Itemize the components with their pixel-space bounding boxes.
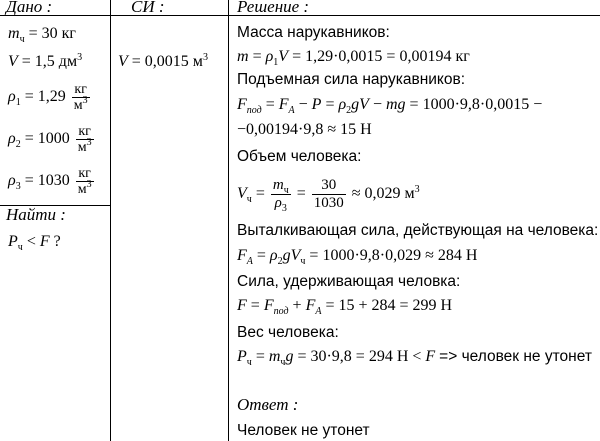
holding-force-equation: $F = F_{под} + F_A = 15 + 284 = 299$ Н xyxy=(237,297,453,317)
find-question: $P_ч < F$ ? xyxy=(8,233,61,253)
given-rho1: $\rho_1 = 1,29$ $\frac{кг}{м^3}$ xyxy=(8,82,88,113)
volume-fraction-numeric: $\frac{30}{1030}$ xyxy=(313,177,344,211)
given-header: Дано : xyxy=(6,0,53,16)
mass-equation: $m = \rho_1V = 1,29\cdot 0,0015 = 0,00194$ кг xyxy=(237,48,470,68)
volume-title: Объем человека: xyxy=(237,148,362,165)
lift-equation-line1: $F_{под} = F_A - P = \rho_2gV$ − mg = 1000·9,8·0,0015 − xyxy=(237,96,543,116)
answer-text: Человек не утонет xyxy=(237,422,370,439)
weight-equation: $P_ч = m_чg = 30\cdot 9,8 = 294$ Н < F => человек не утонет xyxy=(237,348,592,368)
answer-header: Ответ : xyxy=(237,395,299,414)
given-mass: $m_ч = 30$ кг xyxy=(8,25,76,45)
column-divider-given xyxy=(110,0,111,441)
buoyancy-title: Выталкивающая сила, действующая на человека: xyxy=(237,222,599,239)
given-rho3: $\rho_3 = 1030$ $\frac{кг}{м^3}$ xyxy=(8,166,92,197)
given-volume: V = 1,5 $дм^3$ xyxy=(8,52,83,70)
given-rho2: $\rho_2 = 1000$ $\frac{кг}{м^3}$ xyxy=(8,124,92,155)
lift-equation-line2: −0,00194·9,8 ≈ 15 Н xyxy=(237,121,372,138)
rho2-unit-fraction: $\frac{кг}{м^3}$ xyxy=(77,124,92,155)
volume-fraction-symbolic: $\frac{m_ч}{\rho_3}$ xyxy=(272,177,289,214)
lift-title: Подъемная сила нарукавников: xyxy=(237,71,466,88)
mass-title: Масса нарукавников: xyxy=(237,24,390,41)
si-header: СИ : xyxy=(131,0,165,16)
si-volume: V = 0,0015 $м^3$ xyxy=(118,52,208,70)
rho1-unit-fraction: $\frac{кг}{м^3}$ xyxy=(73,82,88,113)
weight-title: Вес человека: xyxy=(237,324,339,341)
column-divider-si xyxy=(228,0,229,441)
rho3-unit-fraction: $\frac{кг}{м^3}$ xyxy=(77,166,92,197)
find-header: Найти : xyxy=(6,205,66,224)
buoyancy-equation: $F_A = \rho_2gV_ч = 1000\cdot 9,8\cdot 0,029 \approx 284$ Н xyxy=(237,247,478,267)
solution-header: Решение : xyxy=(237,0,310,16)
holding-force-title: Сила, удерживающая человка: xyxy=(237,273,461,290)
volume-equation: $V_ч$ = $\frac{m_ч}{\rho_3}$ = $\frac{30}{1030}$ ≈ 0,029 $м^3$ xyxy=(237,177,420,214)
